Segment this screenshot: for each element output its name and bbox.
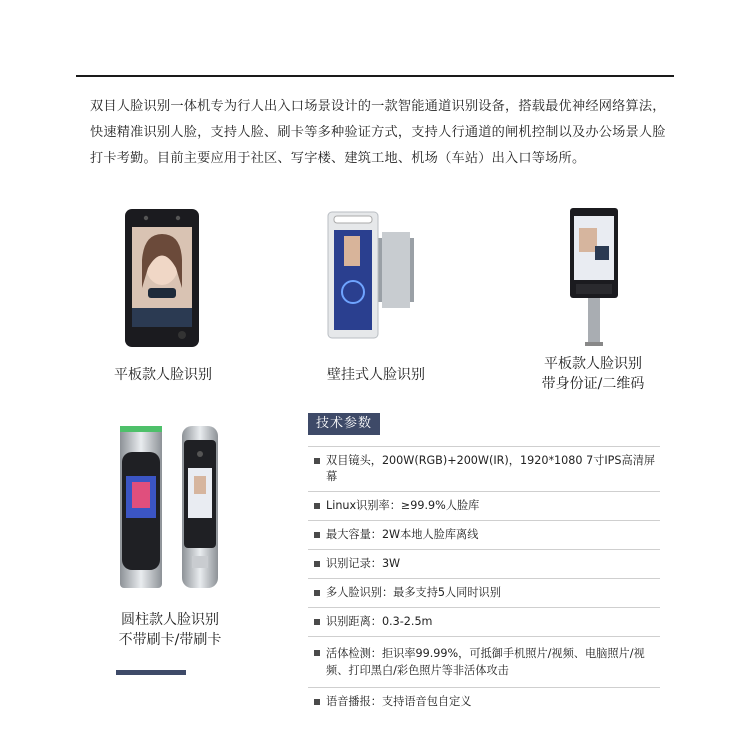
param-row <box>308 520 660 549</box>
param-row <box>308 491 660 520</box>
bullet-icon <box>314 458 320 464</box>
param-row <box>308 636 660 687</box>
bullet-icon <box>314 503 320 509</box>
param-row <box>308 549 660 578</box>
caption-wall-mount <box>306 365 446 385</box>
intro-paragraph: 双目人脸识别一体机专为行人出入口场景设计的一款智能通道识别设备，搭载最优神经网络算法，快速精准识别人脸，支持人脸、刷卡等多种验证方式，支持人行通道的闸机控制以及办公场景人脸打卡考勤。目前主要应用于社区、写字楼、建筑工地、机场（车站）出入口等场所。 <box>90 99 666 166</box>
cylinder-device-card-image <box>180 424 220 590</box>
caption-cylinder <box>100 610 240 650</box>
caption-line: 圆柱款人脸识别 <box>121 612 219 628</box>
param-text: 活体检测：拒识率99.99%，可抵御手机照片/视频、电脑照片/视频、打印黑白/彩色照片等非活体攻击 <box>326 647 645 677</box>
wall-mount-device-image <box>326 210 418 340</box>
bullet-icon <box>314 590 320 596</box>
tablet-device-image <box>124 208 200 348</box>
caption-line: 平板款人脸识别 <box>114 367 212 383</box>
top-rule <box>76 75 674 77</box>
caption-tablet-id <box>528 354 658 394</box>
bottom-section-tab <box>116 670 186 675</box>
params-title-badge: 技术参数 <box>308 413 380 435</box>
bullet-icon <box>314 619 320 625</box>
bullet-icon <box>314 561 320 567</box>
param-row <box>308 607 660 636</box>
param-text: 最大容量：2W本地人脸库离线 <box>326 528 479 541</box>
caption-line: 平板款人脸识别 <box>544 356 642 372</box>
bullet-icon <box>314 650 320 656</box>
tablet-pole-device-image <box>567 206 621 346</box>
bullet-icon <box>314 699 320 705</box>
params-list <box>308 446 660 716</box>
param-row <box>308 446 660 491</box>
param-row <box>308 687 660 716</box>
caption-line: 不带刷卡/带刷卡 <box>118 632 222 648</box>
param-row <box>308 578 660 607</box>
param-text: 语音播报：支持语音包自定义 <box>326 695 472 708</box>
caption-line: 壁挂式人脸识别 <box>327 367 425 383</box>
param-text: 识别记录：3W <box>326 557 401 570</box>
bullet-icon <box>314 532 320 538</box>
param-text: 多人脸识别：最多支持5人同时识别 <box>326 586 501 599</box>
caption-line: 带身份证/二维码 <box>541 376 645 392</box>
cylinder-device-no-card-image <box>118 424 164 590</box>
param-text: 识别距离：0.3-2.5m <box>326 615 433 628</box>
caption-tablet <box>98 365 228 385</box>
param-text: 双目镜头，200W(RGB)+200W(IR)，1920*1080 7寸IPS高清屏幕 <box>326 454 656 483</box>
param-text: Linux识别率：≥99.9%人脸库 <box>326 499 480 512</box>
